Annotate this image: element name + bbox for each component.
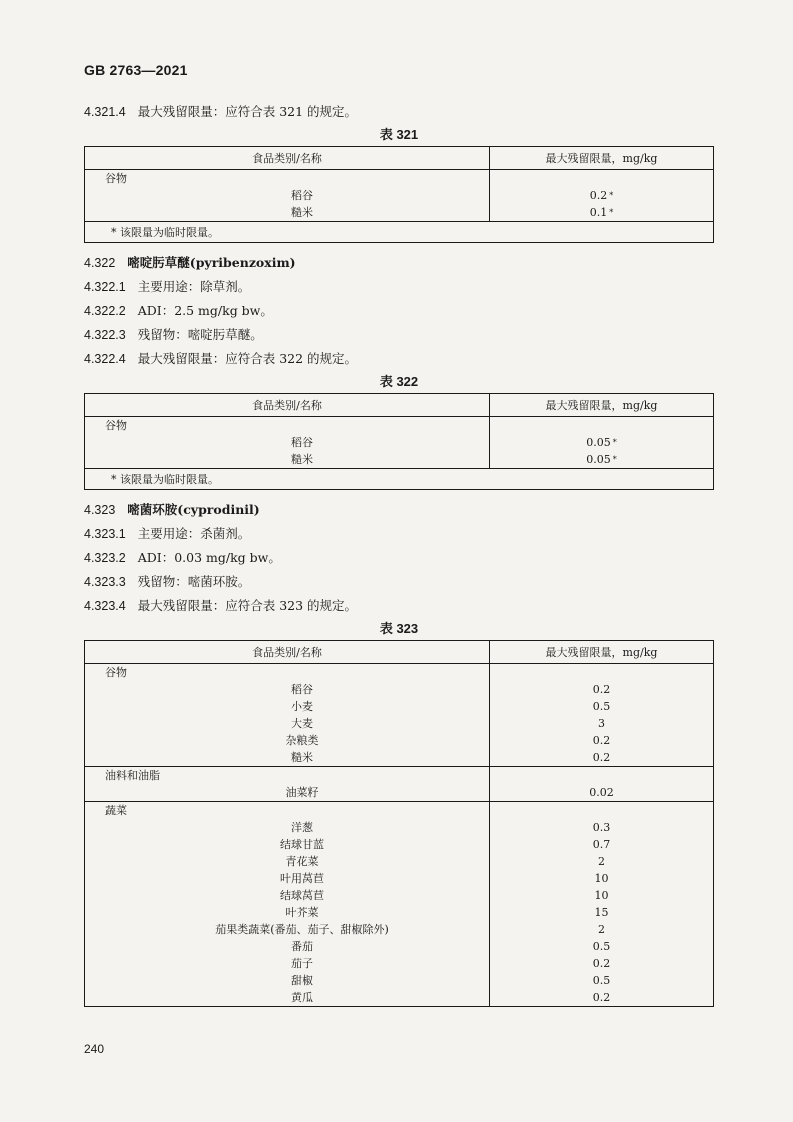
limit-value-cell — [490, 836, 714, 853]
group-value-cell — [490, 170, 714, 188]
table-body — [85, 664, 714, 1007]
group-row — [85, 417, 714, 435]
table-row — [85, 784, 714, 802]
limit-value: 15 — [594, 906, 609, 919]
limit-value: 0.5 — [592, 974, 611, 987]
food-name: 稻谷 — [85, 681, 490, 698]
limit-value-cell — [490, 187, 714, 204]
group-row — [85, 664, 714, 682]
header-row — [85, 641, 714, 664]
table-row — [85, 938, 714, 955]
mrl-table — [84, 640, 714, 1007]
limit-value-cell — [490, 819, 714, 836]
clause-number: 4.322 — [84, 256, 116, 270]
limit-value: 0.2 — [592, 734, 611, 747]
limit-value-cell — [490, 698, 714, 715]
limit-value-cell — [490, 989, 714, 1007]
clause-text: 嘧菌环胺(cyprodinil) — [127, 502, 260, 517]
limit-value: 0.05 — [586, 436, 611, 449]
clause-text: 残留物：嘧菌环胺。 — [137, 574, 251, 589]
food-name: 番茄 — [85, 938, 490, 955]
limit-value-cell — [490, 451, 714, 469]
food-name: 结球莴苣 — [85, 887, 490, 904]
clause-number: 4.322.3 — [84, 328, 126, 342]
group-name: 谷物 — [85, 664, 490, 682]
table-row — [85, 681, 714, 698]
table-body — [85, 170, 714, 243]
section-heading — [84, 498, 714, 522]
standard-header: GB 2763—2021 — [84, 62, 188, 78]
clause-text: 最大残留限量：应符合表 323 的规定。 — [137, 598, 358, 613]
limit-value: 0.2 — [592, 991, 611, 1004]
table-row — [85, 989, 714, 1007]
limit-value-cell — [490, 204, 714, 222]
limit-value: 10 — [594, 872, 609, 885]
clause — [84, 275, 714, 299]
footnote-mark: * — [612, 438, 617, 447]
footnote-mark: * — [609, 191, 614, 200]
column-header-food: 食品类别/名称 — [85, 147, 490, 170]
table-row — [85, 972, 714, 989]
clause — [84, 522, 714, 546]
table-row — [85, 887, 714, 904]
clause-number: 4.323.2 — [84, 551, 126, 565]
limit-value-cell — [490, 681, 714, 698]
group-value-cell — [490, 767, 714, 785]
table-row — [85, 921, 714, 938]
clause-text: 残留物：嘧啶肟草醚。 — [137, 327, 263, 342]
clause-number: 4.323.4 — [84, 599, 126, 613]
clause — [84, 594, 714, 618]
table-row — [85, 204, 714, 222]
food-name: 杂粮类 — [85, 732, 490, 749]
footnote-mark: * — [609, 208, 614, 217]
limit-value: 0.7 — [592, 838, 611, 851]
food-name: 糙米 — [85, 451, 490, 469]
clause-number: 4.322.1 — [84, 280, 126, 294]
limit-value-cell — [490, 887, 714, 904]
table-row — [85, 904, 714, 921]
limit-value: 0.2 — [592, 957, 611, 970]
limit-value-cell — [490, 972, 714, 989]
food-name: 小麦 — [85, 698, 490, 715]
clause-number: 4.322.4 — [84, 352, 126, 366]
food-name: 青花菜 — [85, 853, 490, 870]
clause-text: 主要用途：除草剂。 — [137, 279, 251, 294]
clause-text: 最大残留限量：应符合表 322 的规定。 — [137, 351, 358, 366]
food-name: 糙米 — [85, 204, 490, 222]
limit-value-cell — [490, 434, 714, 451]
column-header-food: 食品类别/名称 — [85, 394, 490, 417]
food-name: 甜椒 — [85, 972, 490, 989]
table-footnote: * 该限量为临时限量。 — [85, 469, 714, 490]
clause — [84, 347, 714, 371]
page-number: 240 — [84, 1042, 105, 1056]
limit-value-cell — [490, 732, 714, 749]
footnote-row — [85, 222, 714, 243]
table-row — [85, 749, 714, 767]
limit-value-cell — [490, 870, 714, 887]
footnote-row — [85, 469, 714, 490]
food-name: 茄子 — [85, 955, 490, 972]
table-head — [85, 147, 714, 170]
group-name: 油料和油脂 — [85, 767, 490, 785]
section-heading — [84, 251, 714, 275]
limit-value-cell — [490, 938, 714, 955]
table-row — [85, 853, 714, 870]
clause-number: 4.323.3 — [84, 575, 126, 589]
limit-value-cell — [490, 853, 714, 870]
table-caption: 表 322 — [379, 374, 419, 389]
limit-value: 2 — [598, 923, 605, 936]
header-row — [85, 147, 714, 170]
group-row — [85, 170, 714, 188]
limit-value: 2 — [598, 855, 605, 868]
column-header-limit: 最大残留限量，mg/kg — [490, 641, 714, 664]
group-value-cell — [490, 802, 714, 820]
clause-text: 最大残留限量：应符合表 321 的规定。 — [137, 104, 358, 119]
clause-number: 4.323.1 — [84, 527, 126, 541]
food-name: 洋葱 — [85, 819, 490, 836]
limit-value: 0.05 — [586, 453, 611, 466]
limit-value: 10 — [594, 889, 609, 902]
limit-value: 3 — [598, 717, 605, 730]
group-row — [85, 767, 714, 785]
group-value-cell — [490, 664, 714, 682]
clause-number: 4.323 — [84, 503, 116, 517]
table-row — [85, 715, 714, 732]
limit-value: 0.2 — [589, 189, 608, 202]
group-value-cell — [490, 417, 714, 435]
clause — [84, 299, 714, 323]
table-body — [85, 417, 714, 490]
food-name: 茄果类蔬菜(番茄、茄子、甜椒除外) — [85, 921, 490, 938]
food-name: 黄瓜 — [85, 989, 490, 1007]
limit-value: 0.02 — [589, 786, 614, 799]
limit-value-cell — [490, 784, 714, 802]
limit-value: 0.5 — [592, 700, 611, 713]
limit-value-cell — [490, 715, 714, 732]
clause-text: 主要用途：杀菌剂。 — [137, 526, 251, 541]
table-row — [85, 187, 714, 204]
clause-number: 4.321.4 — [84, 105, 126, 119]
limit-value: 0.2 — [592, 751, 611, 764]
limit-value-cell — [490, 904, 714, 921]
table-row — [85, 836, 714, 853]
table-row — [85, 819, 714, 836]
clause — [84, 546, 714, 570]
food-name: 叶芥菜 — [85, 904, 490, 921]
clause — [84, 100, 714, 124]
food-name: 稻谷 — [85, 434, 490, 451]
footnote-mark: * — [612, 455, 617, 464]
clause-number: 4.322.2 — [84, 304, 126, 318]
limit-value: 0.1 — [589, 206, 608, 219]
table-row — [85, 870, 714, 887]
column-header-limit: 最大残留限量，mg/kg — [490, 147, 714, 170]
clause — [84, 323, 714, 347]
limit-value: 0.5 — [592, 940, 611, 953]
group-row — [85, 802, 714, 820]
table-row — [85, 732, 714, 749]
limit-value: 0.3 — [592, 821, 611, 834]
mrl-table — [84, 146, 714, 243]
limit-value-cell — [490, 921, 714, 938]
group-name: 谷物 — [85, 417, 490, 435]
table-caption: 表 321 — [379, 127, 419, 142]
group-name: 谷物 — [85, 170, 490, 188]
mrl-table — [84, 393, 714, 490]
clause-text: ADI：2.5 mg/kg bw。 — [137, 303, 273, 318]
food-name: 叶用莴苣 — [85, 870, 490, 887]
food-name: 大麦 — [85, 715, 490, 732]
limit-value-cell — [490, 955, 714, 972]
table-row — [85, 698, 714, 715]
header-row — [85, 394, 714, 417]
clause-text: 嘧啶肟草醚(pyribenzoxim) — [127, 255, 296, 270]
food-name: 油菜籽 — [85, 784, 490, 802]
clause — [84, 570, 714, 594]
limit-value-cell — [490, 749, 714, 767]
group-name: 蔬菜 — [85, 802, 490, 820]
table-row — [85, 955, 714, 972]
limit-value: 0.2 — [592, 683, 611, 696]
table-head — [85, 394, 714, 417]
table-head — [85, 641, 714, 664]
column-header-food: 食品类别/名称 — [85, 641, 490, 664]
column-header-limit: 最大残留限量，mg/kg — [490, 394, 714, 417]
food-name: 结球甘蓝 — [85, 836, 490, 853]
food-name: 糙米 — [85, 749, 490, 767]
clause-text: ADI：0.03 mg/kg bw。 — [137, 550, 281, 565]
table-footnote: * 该限量为临时限量。 — [85, 222, 714, 243]
document-body — [84, 100, 714, 1015]
table-caption: 表 323 — [379, 621, 419, 636]
table-row — [85, 451, 714, 469]
table-row — [85, 434, 714, 451]
food-name: 稻谷 — [85, 187, 490, 204]
